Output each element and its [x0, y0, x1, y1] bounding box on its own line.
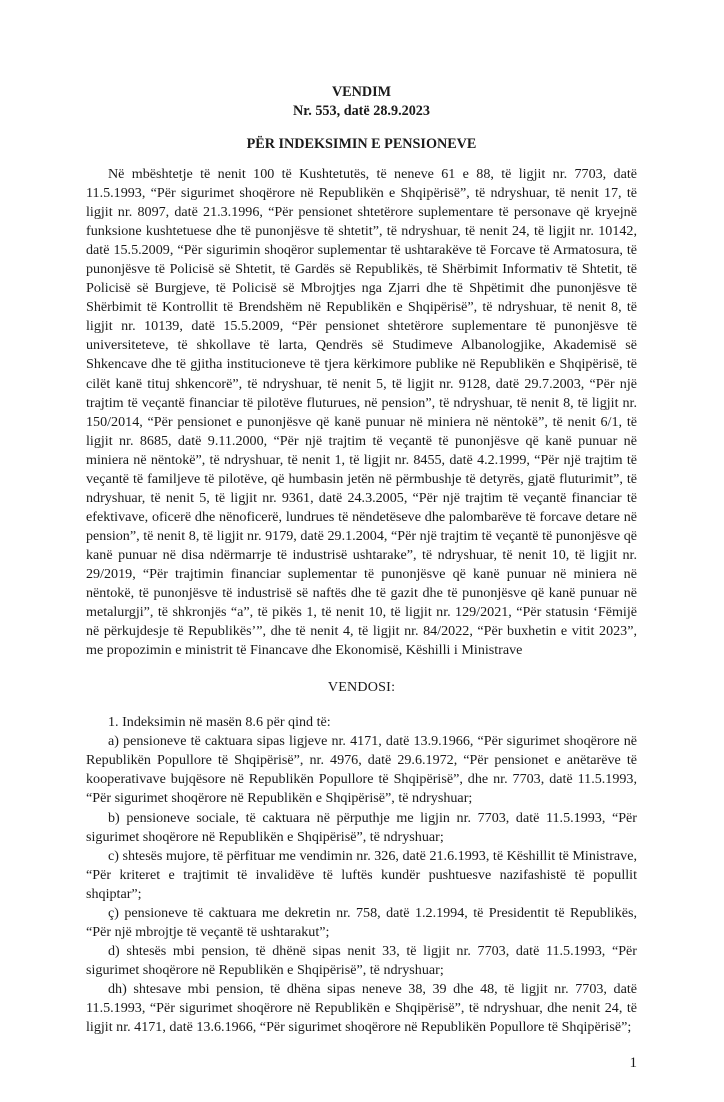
decision-heading: VENDOSI:: [327, 679, 396, 696]
decision-item: a) pensioneve të caktuara sipas ligjeve nr. 4171, datë 13.9.1966, “Për sigurimet shoqërore në Republikën Popullore të Shqipërisë”, nr. 4976, datë 29.6.1972, “Për pensionet e anëtarëve të kooperativave bujqësore në Republikën Popullore të Shqipërisë”, dhe nr. 7703, datë 11.5.1993, “Për sigurimet shoqërore në Republikën e Shqipërisë”, të ndryshuar;: [86, 733, 637, 807]
document-title: PËR INDEKSIMIN E PENSIONEVE: [246, 136, 477, 152]
decision-number-date: Nr. 553, datë 28.9.2023: [292, 103, 430, 119]
preamble-paragraph: Në mbështetje të nenit 100 të Kushtetutës, të neneve 61 e 88, të ligjit nr. 7703, datë 11.5.1993, “Për sigurimet shoqërore në Republikën e Shqipërisë”, të ndryshuar, të nenit 17, të ligjit nr. 8097, datë 21.3.1996, “Për pensionet shtetërore suplementare të personave që kryejnë funksione kushtetuese dhe të punonjësve të shtetit”, të ndryshuar, të nenit 24, të ligjit nr. 10142, datë 15.5.2009, “Për sigurimin shoqëror suplementar të ushtarakëve të Forcave të Armatosura, të punonjësve të Policisë së Shtetit, të Gardës së Republikës, të Shërbimit Informativ të Shtetit, të Policisë së Burgjeve, të Policisë së Mbrojtjes nga Zjarri dhe të Shpëtimit dhe punonjësve të Shërbimit të Kontrollit të Brendshëm në Republikën e Shqipërisë”, të ndryshuar, të nenit 8, të ligjit nr. 10139, datë 15.5.2009, “Për pensionet shtetërore suplementare të punonjësve të universiteteve, të shkollave të larta, Qendrës së Studimeve Albanologjike, Akademisë së Shkencave dhe të gjitha institucioneve të tjera kërkimore publike në Republikën e Shqipërisë, të cilët kanë tituj shkencorë”, të ndryshuar, të nenit 5, të ligjit nr. 9128, datë 29.7.2003, “Për një trajtim të veçantë financiar të pilotëve fluturues, në pension”, të ndryshuar, të nenit 8, të ligjit nr. 150/2014, “Për pensionet e punonjësve që kanë punuar në miniera në nëntokë”, të nenit 6/1, të ligjit nr. 8685, datë 9.11.2000, “Për një trajtim të veçantë të punonjësve që kanë punuar në miniera në nëntokë”, të ndryshuar, të nenit 1, të ligjit nr. 8455, datë 4.2.1999, “Për një trajtim të veçantë të familjeve të pilotëve, që humbasin jetën në përmbushje të detyrës, gjatë fluturimit”, të ndryshuar, të nenit 5, të ligjit nr. 9361, datë 24.3.2005, “Për një trajtim të veçantë financiar të efektivave, oficerë dhe nënoficerë, lundrues të nëndetëseve dhe palombarëve të forcave detare në pension”, të nenit 8, të ligjit nr. 9179, datë 29.1.2004, “Për një trajtim të veçantë të punonjësve që kanë punuar në disa ndërmarrje të industrisë ushtarake”, të ndryshuar, të nenit 10, të ligjit nr. 29/2019, “Për trajtimin financiar suplementar të punonjësve që kanë punuar në miniera në nëntokë, të punonjësve të industrisë së naftës dhe të gazit dhe të punonjësve që kanë punuar në metalurgji”, të shkronjës “a”, të pikës 1, të nenit 10, të ligjit nr. 129/2021, “Për statusin ‘Fëmijë në përkujdesje të Republikës’”, dhe të nenit 4, të ligjit nr. 84/2022, “Për buxhetin e vitit 2023”, me propozimin e ministrit të Financave dhe Ekonomisë, Këshilli i Ministrave: [86, 166, 637, 659]
decision-item: dh) shtesave mbi pension, të dhëna sipas neneve 38, 39 dhe 48, të ligjit nr. 7703, datë 11.5.1993, “Për sigurimet shoqërore në Republikën e Shqipërisë”, të ndryshuar, dhe nenit 24, të ligjit nr. 4171, datë 13.6.1966, “Për sigurimet shoqërore në Republikën Popullore të Shqipërisë”;: [86, 980, 637, 1036]
decision-item: b) pensioneve sociale, të caktuara në përputhje me ligjin nr. 7703, datë 11.5.1993, “Për sigurimet shoqërore në Republikën e Shqipërisë”, të ndryshuar;: [86, 809, 637, 845]
decision-items: [86, 713, 637, 1037]
page-number: 1: [629, 1055, 637, 1072]
document-body: [86, 165, 637, 1037]
decision-item: 1. Indeksimin në masën 8.6 për qind të:: [108, 714, 331, 731]
decision-item: c) shtesës mujore, të përfituar me vendimin nr. 326, datë 21.6.1993, të Këshillit të Ministrave, “Për kriteret e trajtimit të invalidëve të luftës kundër pushtuesve nazifashistë të popullit shqiptar”;: [86, 847, 637, 902]
decision-item: ç) pensioneve të caktuara me dekretin nr. 758, datë 1.2.1994, të Presidentit të Republikës, “Për një mbrojtje të veçantë të ushtarakut”;: [86, 904, 637, 940]
decision-item: d) shtesës mbi pension, të dhënë sipas nenit 33, të ligjit nr. 7703, datë 11.5.1993, “Për sigurimet shoqërore në Republikën e Shqipërisë”, të ndryshuar;: [86, 942, 637, 978]
document-type-heading: VENDIM: [331, 84, 392, 100]
